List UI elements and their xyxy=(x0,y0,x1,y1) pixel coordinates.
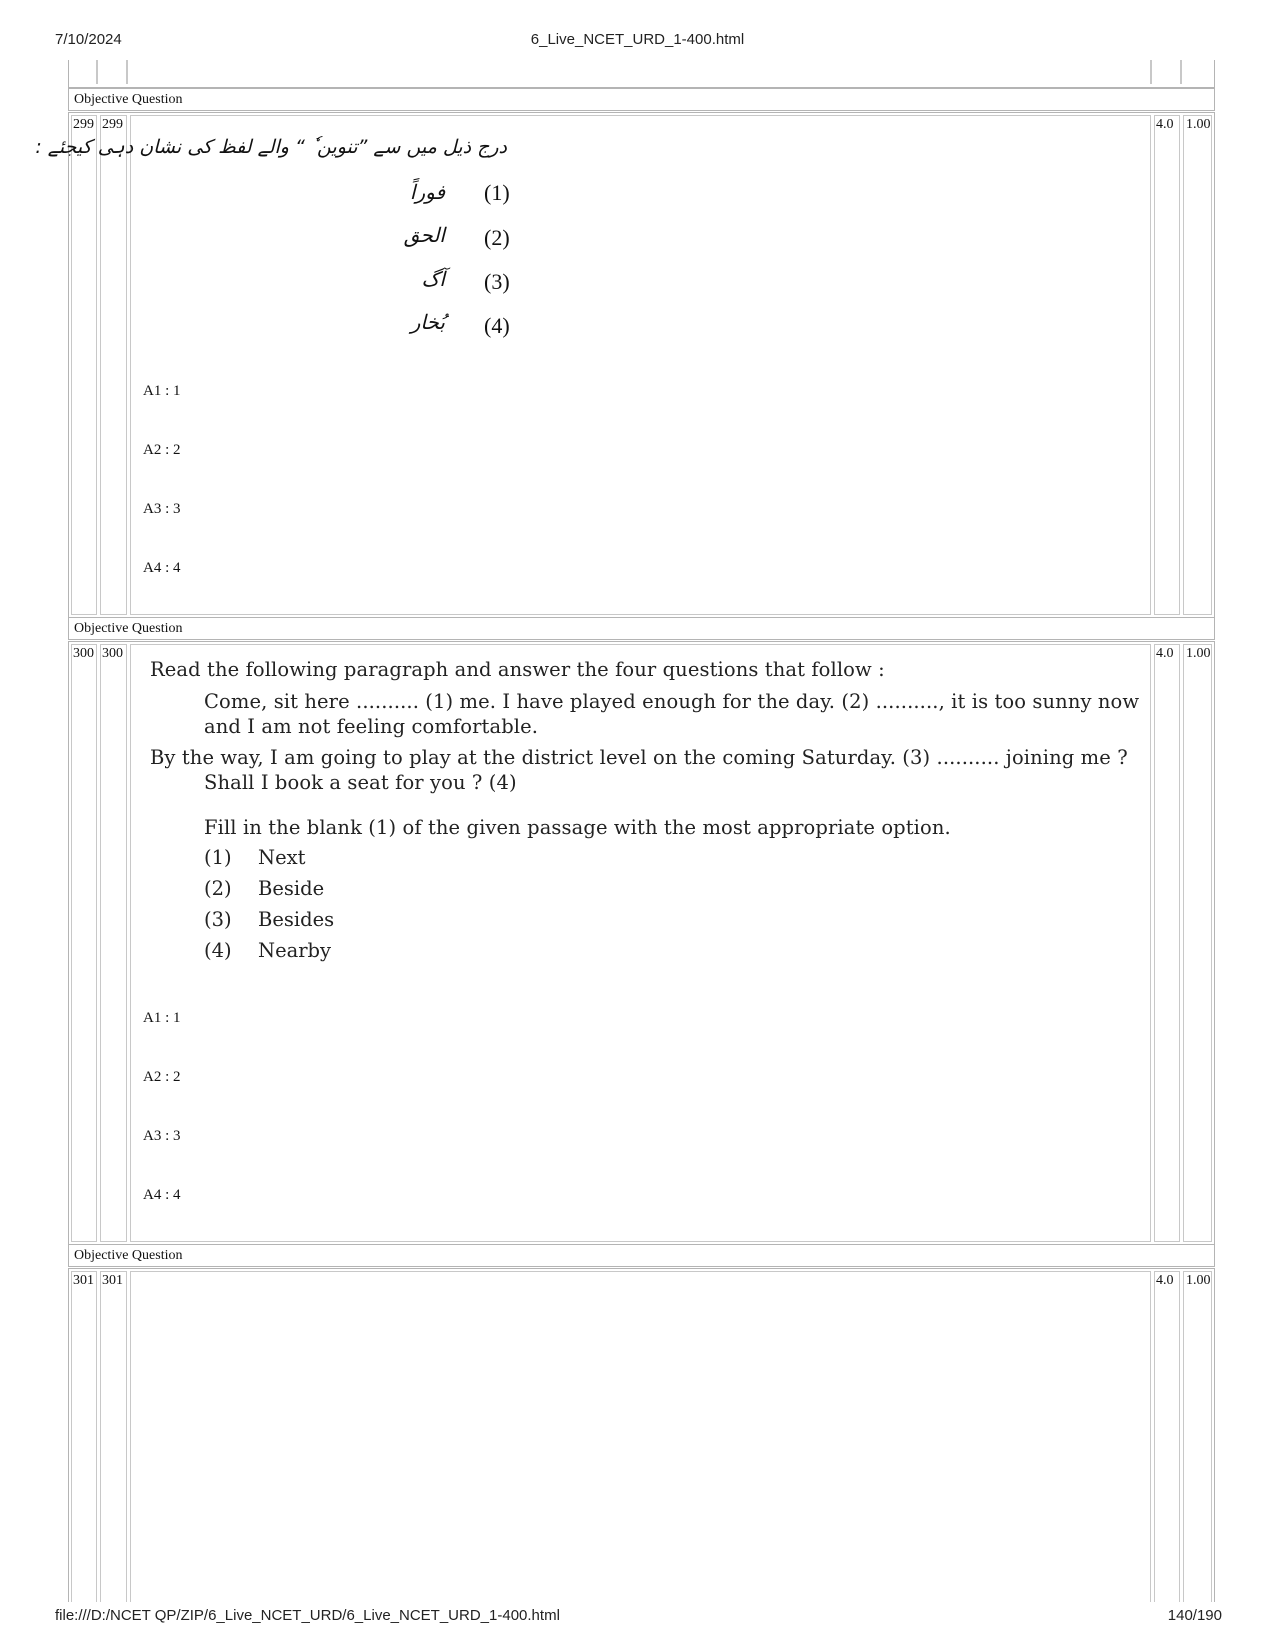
question-type-label: Objective Question xyxy=(74,621,183,636)
question-prompt: Fill in the blank (1) of the given passage with the most appropriate option. xyxy=(204,816,951,839)
print-date: 7/10/2024 xyxy=(55,31,122,48)
option-text: Besides xyxy=(258,908,335,931)
question-id: 300 xyxy=(102,646,123,661)
option-number: (1) xyxy=(204,846,232,869)
question-text: درج ذیل میں سے ”تنوین ٗ “ والے لفظ کی نشان دہی کیجئے : xyxy=(35,136,507,158)
passage-line: Come, sit here .......... (1) me. I have played enough for the day. (2) .........., it is too sunny now xyxy=(204,690,1140,713)
option-text: الحق xyxy=(403,223,445,247)
answer-option: A2 : 2 xyxy=(143,442,181,458)
option-number: (1) xyxy=(484,180,510,205)
question-id: 301 xyxy=(102,1273,123,1288)
serial-number: 301 xyxy=(73,1273,94,1288)
option-text: آگ xyxy=(421,267,445,291)
answer-option: A4 : 4 xyxy=(143,560,181,576)
answer-option: A1 : 1 xyxy=(143,383,181,399)
print-url: file:///D:/NCET QP/ZIP/6_Live_NCET_URD/6_Live_NCET_URD_1-400.html xyxy=(55,1607,560,1624)
negative-marks: 1.00 xyxy=(1186,117,1211,132)
passage-line: Shall I book a seat for you ? (4) xyxy=(204,771,517,794)
marks: 4.0 xyxy=(1156,117,1174,132)
negative-marks: 1.00 xyxy=(1186,1273,1211,1288)
option-text: بُخار xyxy=(410,310,445,334)
option-text: Next xyxy=(258,846,306,869)
question-type-label: Objective Question xyxy=(74,92,183,107)
option-text: Nearby xyxy=(258,939,332,962)
question-id: 299 xyxy=(102,117,123,132)
serial-number: 300 xyxy=(73,646,94,661)
answer-option: A1 : 1 xyxy=(143,1010,181,1026)
answer-option: A3 : 3 xyxy=(143,501,181,517)
answer-option: A4 : 4 xyxy=(143,1187,181,1203)
answer-option: A3 : 3 xyxy=(143,1128,181,1144)
option-number: (3) xyxy=(204,908,232,931)
option-number: (2) xyxy=(484,225,510,250)
marks: 4.0 xyxy=(1156,646,1174,661)
print-title: 6_Live_NCET_URD_1-400.html xyxy=(530,31,745,48)
passage-line: By the way, I am going to play at the district level on the coming Saturday. (3) .......... joining me ? xyxy=(150,746,1128,769)
option-number: (4) xyxy=(204,939,232,962)
option-number: (2) xyxy=(204,877,232,900)
marks: 4.0 xyxy=(1156,1273,1174,1288)
option-number: (3) xyxy=(484,269,510,294)
option-number: (4) xyxy=(484,313,510,338)
option-text: فوراً xyxy=(409,180,445,204)
option-text: Beside xyxy=(258,877,325,900)
serial-number: 299 xyxy=(73,117,94,132)
answer-option: A2 : 2 xyxy=(143,1069,181,1085)
page-number: 140/190 xyxy=(1167,1607,1222,1624)
question-type-label: Objective Question xyxy=(74,1248,183,1263)
negative-marks: 1.00 xyxy=(1186,646,1211,661)
passage-line: and I am not feeling comfortable. xyxy=(204,715,539,738)
passage-instruction: Read the following paragraph and answer the four questions that follow : xyxy=(150,658,885,681)
